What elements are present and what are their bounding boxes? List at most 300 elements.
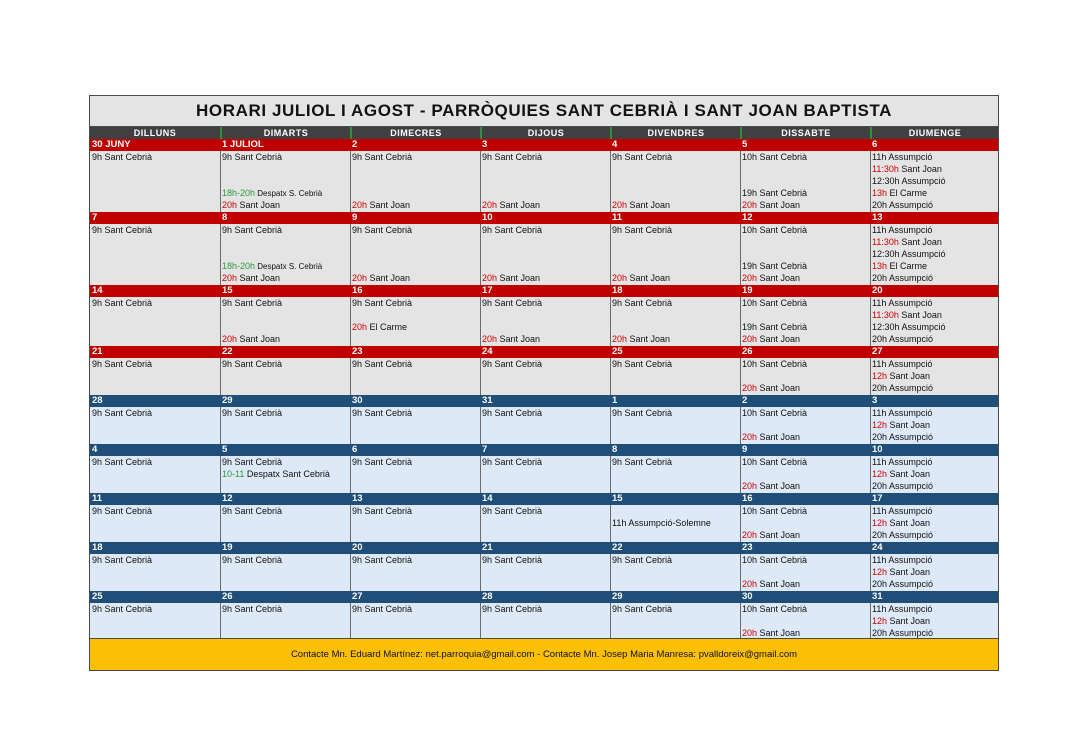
cell-divider	[350, 505, 351, 542]
day-number: 9	[352, 212, 358, 223]
schedule-entry	[742, 407, 807, 419]
schedule-entry	[222, 468, 330, 480]
day-number: 18	[612, 285, 623, 296]
cell-divider	[610, 224, 611, 285]
schedule-text: 20h	[482, 200, 498, 210]
schedule-entry	[612, 333, 670, 345]
schedule-entry	[872, 480, 933, 492]
week-number-row	[90, 493, 998, 505]
day-number: 14	[482, 493, 493, 504]
cell-divider	[350, 407, 351, 444]
schedule-entry	[742, 333, 800, 345]
schedule-text: 9h Sant Cebrià	[92, 506, 153, 516]
schedule-text: 20h	[742, 530, 758, 540]
schedule-entry	[92, 505, 152, 517]
schedule-text: 9h Sant Cebrià	[352, 359, 413, 369]
schedule-text: 9h Sant Cebrià	[612, 152, 673, 162]
schedule-entry	[872, 260, 927, 272]
schedule-entry	[352, 224, 412, 236]
schedule-text: 11h Assumpció	[872, 457, 933, 467]
schedule-entry	[872, 321, 946, 333]
cell-divider	[610, 407, 611, 444]
schedule-entry	[222, 333, 280, 345]
cell-divider	[350, 603, 351, 640]
schedule-entry	[872, 419, 930, 431]
schedule-entry	[742, 505, 807, 517]
schedule-entry	[872, 224, 932, 236]
day-number: 2	[352, 139, 358, 150]
cell-divider	[480, 151, 481, 212]
week-number-row	[90, 395, 998, 407]
schedule-text: Sant Joan	[237, 200, 281, 210]
schedule-entry	[92, 407, 152, 419]
schedule-entry	[872, 297, 932, 309]
schedule-entry	[612, 151, 672, 163]
schedule-text: Sant Joan	[367, 200, 411, 210]
schedule-text: Sant Joan	[497, 334, 541, 344]
schedule-entry	[872, 199, 933, 211]
schedule-entry	[742, 272, 800, 284]
schedule-text: 9h Sant Cebrià	[482, 555, 543, 565]
schedule-text: 11h Assumpció	[872, 506, 933, 516]
schedule-entry	[222, 603, 282, 615]
schedule-text: Sant Joan	[237, 273, 281, 283]
schedule-entry	[92, 151, 152, 163]
schedule-text: 11h Assumpció	[872, 359, 933, 369]
day-number: 3	[482, 139, 488, 150]
schedule-entry	[872, 578, 933, 590]
day-number: 2	[742, 395, 748, 406]
schedule-text: 9h Sant Cebrià	[352, 506, 413, 516]
day-number: 30 JUNY	[92, 139, 131, 150]
cell-divider	[740, 456, 741, 493]
schedule-entry	[872, 505, 932, 517]
cell-divider	[220, 456, 221, 493]
schedule-text: 9h Sant Cebrià	[222, 457, 283, 467]
schedule-text: 9h Sant Cebrià	[612, 225, 673, 235]
cell-divider	[610, 554, 611, 591]
day-number: 15	[612, 493, 623, 504]
schedule-entry	[872, 309, 942, 321]
schedule-entry	[222, 505, 282, 517]
schedule-text: 10h Sant Cebrià	[742, 408, 808, 418]
schedule-text: Sant Joan	[887, 371, 931, 381]
schedule-entry	[742, 199, 800, 211]
schedule-text: 9h Sant Cebrià	[92, 555, 153, 565]
day-number: 24	[482, 346, 493, 357]
schedule-text: Sant Joan	[898, 237, 942, 247]
schedule-entry	[92, 603, 152, 615]
schedule-entry	[872, 370, 930, 382]
day-number: 7	[92, 212, 98, 223]
schedule-text: Sant Joan	[757, 481, 801, 491]
day-number: 11	[92, 493, 103, 504]
day-number: 8	[612, 444, 618, 455]
schedule-entry	[872, 358, 932, 370]
schedule-text: 10-11	[222, 469, 245, 479]
day-number: 27	[872, 346, 883, 357]
week-number-row	[90, 346, 998, 358]
day-number: 5	[742, 139, 748, 150]
schedule-entry	[742, 224, 807, 236]
schedule-text: Sant Joan	[757, 579, 801, 589]
schedule-text: 11h Assumpció	[872, 225, 933, 235]
schedule-text: 9h Sant Cebrià	[482, 408, 543, 418]
day-number: 4	[612, 139, 618, 150]
schedule-text: Sant Joan	[627, 334, 671, 344]
day-number: 14	[92, 285, 103, 296]
schedule-text: Sant Joan	[887, 420, 931, 430]
schedule-entry	[872, 272, 933, 284]
cell-divider	[480, 456, 481, 493]
schedule-entry	[222, 297, 282, 309]
schedule-text: 9h Sant Cebrià	[92, 457, 153, 467]
schedule-text: 11:30h	[872, 164, 899, 174]
schedule-text: 13h	[872, 188, 888, 198]
cell-divider	[870, 224, 871, 285]
day-number: 20	[872, 285, 883, 296]
schedule-text: Sant Joan	[237, 334, 281, 344]
schedule-text: 20h Assumpció	[872, 334, 934, 344]
schedule-entry	[872, 382, 933, 394]
day-number: 17	[482, 285, 493, 296]
schedule-text: 20h	[352, 273, 368, 283]
day-header-divendres: DIVENDRES	[610, 127, 740, 139]
schedule-text: 11:30h	[872, 237, 899, 247]
week-number-row	[90, 542, 998, 554]
schedule-entry	[612, 603, 672, 615]
cell-divider	[350, 224, 351, 285]
day-number: 3	[872, 395, 878, 406]
day-number: 22	[222, 346, 233, 357]
schedule-entry	[612, 407, 672, 419]
schedule-entry	[742, 431, 800, 443]
day-number: 26	[222, 591, 233, 602]
day-header-dijous: DIJOUS	[480, 127, 610, 139]
cell-divider	[480, 358, 481, 395]
day-number: 28	[92, 395, 103, 406]
schedule-entry	[612, 297, 672, 309]
schedule-text: Sant Joan	[497, 273, 541, 283]
schedule-text: Sant Joan	[757, 432, 801, 442]
schedule-text: 20h	[742, 481, 758, 491]
schedule-entry	[872, 468, 930, 480]
day-number: 6	[352, 444, 358, 455]
week-number-row	[90, 212, 998, 224]
schedule-entry	[872, 615, 930, 627]
day-number: 28	[482, 591, 493, 602]
day-number: 11	[612, 212, 623, 223]
day-header-dilluns: DILLUNS	[90, 127, 220, 139]
day-header-dimecres: DIMECRES	[350, 127, 480, 139]
schedule-text: 20h Assumpció	[872, 579, 934, 589]
schedule-entry	[742, 554, 807, 566]
schedule-text: 9h Sant Cebrià	[352, 225, 413, 235]
schedule-text: 12h	[872, 371, 888, 381]
schedule-text: 9h Sant Cebrià	[612, 555, 673, 565]
schedule-text: 11h Assumpció	[872, 555, 933, 565]
schedule-entry	[352, 554, 412, 566]
schedule-entry	[222, 272, 280, 284]
schedule-text: Despatx S. Cebrià	[255, 262, 323, 271]
schedule-text: 20h	[222, 200, 238, 210]
cell-divider	[350, 151, 351, 212]
schedule-entry	[742, 480, 800, 492]
schedule-entry	[352, 407, 412, 419]
schedule-text: 9h Sant Cebrià	[92, 359, 153, 369]
schedule-entry	[482, 151, 542, 163]
schedule-entry	[872, 554, 932, 566]
schedule-entry	[482, 407, 542, 419]
day-number: 5	[222, 444, 228, 455]
cell-divider	[610, 151, 611, 212]
schedule-text: 10h Sant Cebrià	[742, 225, 808, 235]
schedule-entry	[612, 224, 672, 236]
schedule-text: 9h Sant Cebrià	[352, 152, 413, 162]
schedule-text: 20h	[482, 334, 498, 344]
day-header-dissabte: DISSABTE	[740, 127, 870, 139]
day-number: 10	[482, 212, 493, 223]
schedule-entry	[872, 236, 942, 248]
schedule-text: 20h Assumpció	[872, 200, 934, 210]
schedule-text: Sant Joan	[898, 310, 942, 320]
cell-divider	[610, 603, 611, 640]
schedule-text: 20h	[612, 200, 628, 210]
day-number: 19	[222, 542, 233, 553]
schedule-entry	[742, 529, 800, 541]
cell-divider	[870, 297, 871, 346]
schedule-entry	[92, 554, 152, 566]
schedule-entry	[482, 358, 542, 370]
day-number: 29	[612, 591, 623, 602]
schedule-text: 20h	[222, 334, 238, 344]
day-number: 6	[872, 139, 878, 150]
schedule-entry	[352, 603, 412, 615]
cell-divider	[610, 505, 611, 542]
day-number: 23	[352, 346, 363, 357]
schedule-text: El Carme	[367, 322, 408, 332]
day-number: 16	[352, 285, 363, 296]
schedule-entry	[482, 297, 542, 309]
schedule-text: 19h Sant Cebrià	[742, 322, 808, 332]
schedule-text: 9h Sant Cebrià	[92, 408, 153, 418]
schedule-text: 9h Sant Cebrià	[92, 298, 153, 308]
schedule-text: 20h	[352, 322, 368, 332]
day-number: 9	[742, 444, 748, 455]
cell-divider	[220, 358, 221, 395]
schedule-text: 20h Assumpció	[872, 432, 934, 442]
day-number: 23	[742, 542, 753, 553]
schedule-entry	[352, 151, 412, 163]
schedule-entry	[92, 456, 152, 468]
day-number: 1 JULIOL	[222, 139, 264, 150]
schedule-text: Despatx S. Cebrià	[255, 189, 323, 198]
day-number: 31	[482, 395, 493, 406]
schedule-text: 9h Sant Cebrià	[92, 152, 153, 162]
cell-divider	[480, 603, 481, 640]
schedule-text: 9h Sant Cebrià	[92, 604, 153, 614]
schedule-entry	[742, 187, 807, 199]
schedule-entry	[352, 358, 412, 370]
schedule-text: 12h	[872, 616, 888, 626]
cell-divider	[610, 456, 611, 493]
schedule-entry	[742, 358, 807, 370]
schedule-text: 12h	[872, 469, 888, 479]
schedule-text: 20h	[742, 200, 758, 210]
day-number: 12	[742, 212, 753, 223]
schedule-text: 9h Sant Cebrià	[352, 298, 413, 308]
day-number: 12	[222, 493, 233, 504]
schedule-text: 12h	[872, 420, 888, 430]
schedule-text: 20h	[742, 273, 758, 283]
schedule-entry	[742, 603, 807, 615]
schedule-text: 9h Sant Cebrià	[482, 298, 543, 308]
schedule-text: 20h	[742, 628, 758, 638]
schedule-text: Sant Joan	[367, 273, 411, 283]
schedule-entry	[482, 554, 542, 566]
schedule-entry	[352, 297, 412, 309]
schedule-entry	[872, 151, 932, 163]
cell-divider	[220, 224, 221, 285]
schedule-entry	[352, 505, 412, 517]
schedule-text: 10h Sant Cebrià	[742, 457, 808, 467]
day-number: 16	[742, 493, 753, 504]
cell-divider	[480, 297, 481, 346]
schedule-text: Sant Joan	[757, 628, 801, 638]
cell-divider	[350, 456, 351, 493]
schedule-text: 9h Sant Cebrià	[92, 225, 153, 235]
schedule-text: Sant Joan	[757, 334, 801, 344]
schedule-entry	[872, 431, 933, 443]
schedule-text: 20h Assumpció	[872, 273, 934, 283]
cell-divider	[740, 358, 741, 395]
schedule-entry	[352, 456, 412, 468]
schedule-text: 9h Sant Cebrià	[222, 408, 283, 418]
schedule-entry	[872, 248, 946, 260]
cell-divider	[220, 151, 221, 212]
schedule-text: 11h Assumpció	[872, 152, 933, 162]
schedule-entry	[92, 224, 152, 236]
schedule-text: 9h Sant Cebrià	[352, 457, 413, 467]
schedule-text: 9h Sant Cebrià	[222, 555, 283, 565]
schedule-entry	[612, 517, 711, 529]
week-number-row	[90, 444, 998, 456]
schedule-entry	[482, 199, 540, 211]
cell-divider	[220, 554, 221, 591]
day-number: 22	[612, 542, 623, 553]
schedule-text: 9h Sant Cebrià	[352, 555, 413, 565]
calendar-table	[89, 95, 999, 671]
schedule-entry	[872, 333, 933, 345]
schedule-entry	[352, 272, 410, 284]
schedule-entry	[872, 517, 930, 529]
schedule-text: 12:30h Assumpció	[872, 249, 946, 259]
day-number: 18	[92, 542, 103, 553]
schedule-entry	[222, 151, 282, 163]
schedule-text: 11h Assumpció	[872, 604, 933, 614]
schedule-text: 10h Sant Cebrià	[742, 555, 808, 565]
schedule-entry	[612, 456, 672, 468]
schedule-text: 11:30h	[872, 310, 899, 320]
schedule-text: 10h Sant Cebrià	[742, 152, 808, 162]
schedule-text: 19h Sant Cebrià	[742, 261, 808, 271]
cell-divider	[740, 505, 741, 542]
schedule-entry	[742, 456, 807, 468]
schedule-text: 12:30h Assumpció	[872, 322, 946, 332]
schedule-entry	[352, 321, 407, 333]
schedule-entry	[92, 358, 152, 370]
day-number: 20	[352, 542, 363, 553]
schedule-text: 13h	[872, 261, 888, 271]
schedule-text: 20h	[222, 273, 238, 283]
schedule-text: 11h Assumpció	[872, 408, 933, 418]
schedule-text: 9h Sant Cebrià	[352, 408, 413, 418]
schedule-entry	[742, 578, 800, 590]
schedule-entry	[872, 603, 932, 615]
schedule-entry	[742, 321, 807, 333]
schedule-text: 12h	[872, 567, 888, 577]
schedule-text: Sant Joan	[887, 616, 931, 626]
schedule-entry	[482, 505, 542, 517]
day-number: 27	[352, 591, 363, 602]
schedule-text: 9h Sant Cebrià	[612, 408, 673, 418]
day-number: 30	[742, 591, 753, 602]
cell-divider	[220, 505, 221, 542]
day-number: 30	[352, 395, 363, 406]
day-number: 29	[222, 395, 233, 406]
cell-divider	[870, 456, 871, 493]
schedule-entry	[612, 272, 670, 284]
cell-divider	[350, 297, 351, 346]
day-number: 15	[222, 285, 233, 296]
schedule-text: 9h Sant Cebrià	[612, 359, 673, 369]
schedule-text: Sant Joan	[757, 383, 801, 393]
schedule-text: 9h Sant Cebrià	[482, 604, 543, 614]
schedule-text: 9h Sant Cebrià	[482, 457, 543, 467]
day-number: 31	[872, 591, 883, 602]
schedule-text: 20h	[742, 432, 758, 442]
week-number-row	[90, 591, 998, 603]
schedule-text: 10h Sant Cebrià	[742, 298, 808, 308]
schedule-text: El Carme	[887, 261, 928, 271]
schedule-entry	[872, 407, 932, 419]
cell-divider	[480, 554, 481, 591]
day-number: 26	[742, 346, 753, 357]
schedule-text: 9h Sant Cebrià	[482, 225, 543, 235]
schedule-entry	[612, 358, 672, 370]
cell-divider	[740, 151, 741, 212]
schedule-entry	[872, 187, 927, 199]
schedule-text: El Carme	[887, 188, 928, 198]
schedule-entry	[92, 297, 152, 309]
schedule-entry	[222, 554, 282, 566]
schedule-entry	[612, 554, 672, 566]
schedule-entry	[222, 358, 282, 370]
cell-divider	[350, 358, 351, 395]
cell-divider	[350, 554, 351, 591]
schedule-entry	[742, 382, 800, 394]
cell-divider	[740, 224, 741, 285]
day-number: 21	[482, 542, 493, 553]
cell-divider	[870, 505, 871, 542]
schedule-text: 20h Assumpció	[872, 383, 934, 393]
schedule-entry	[482, 456, 542, 468]
day-number: 13	[872, 212, 883, 223]
day-number: 1	[612, 395, 618, 406]
cell-divider	[870, 603, 871, 640]
day-number: 10	[872, 444, 883, 455]
schedule-text: 9h Sant Cebrià	[222, 359, 283, 369]
